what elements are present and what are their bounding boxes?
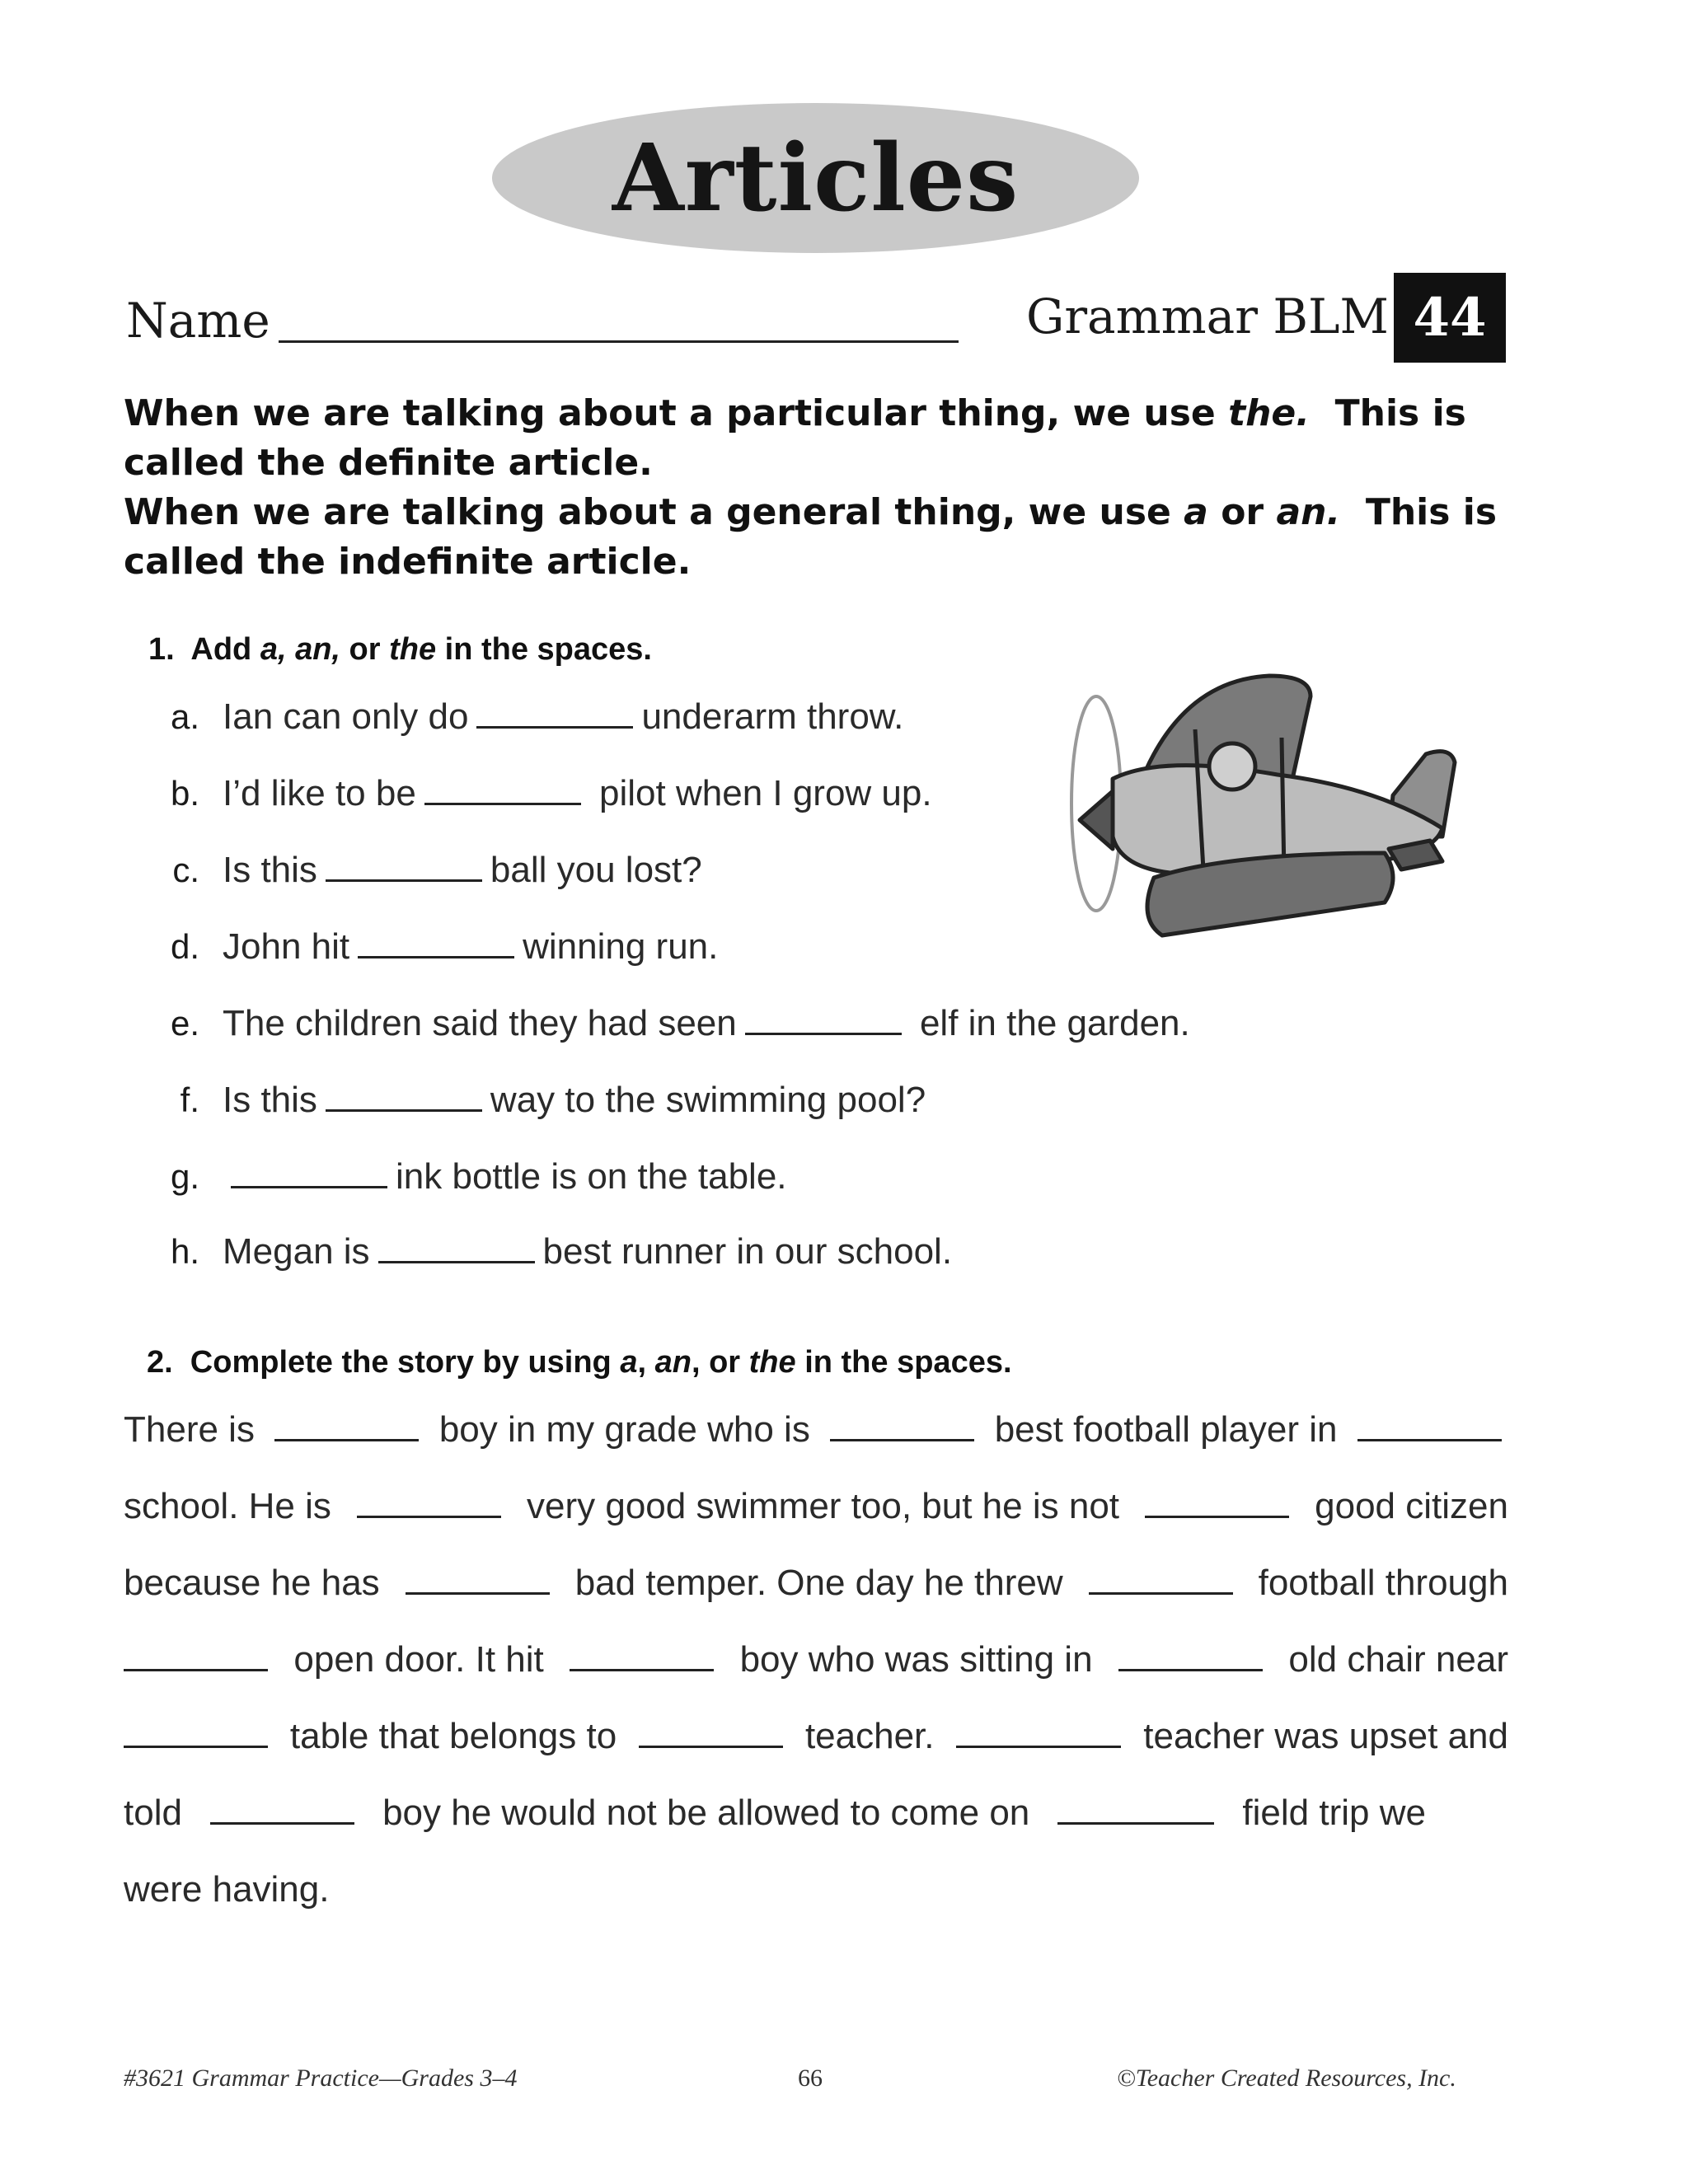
wing-strut <box>1282 738 1284 874</box>
footer-copyright: ©Teacher Created Resources, Inc. <box>1117 2064 1456 2092</box>
story-text: very good swimmer too, but he is not <box>527 1486 1120 1526</box>
exercise-item <box>124 1003 1190 1052</box>
item-letter: c. <box>172 851 199 889</box>
story-text: told <box>124 1793 182 1833</box>
name-label: Name <box>126 293 270 349</box>
nose-cone <box>1080 791 1113 849</box>
footer-page-number: 66 <box>798 2064 823 2092</box>
exercise-item <box>124 696 903 746</box>
story-line <box>124 1639 1508 1680</box>
item-letter: d. <box>170 927 199 966</box>
story-text: field trip we <box>1242 1793 1426 1833</box>
answer-blank[interactable] <box>956 1745 1121 1748</box>
exercise-1-heading: 1. Add a, an, or the in the spaces. <box>148 632 652 667</box>
item-letter: g. <box>170 1157 199 1196</box>
item-text-before: I’d like to be <box>223 773 416 813</box>
story-text: boy in my grade who is <box>438 1409 810 1450</box>
answer-blank[interactable] <box>570 1668 714 1671</box>
answer-blank[interactable] <box>124 1668 268 1671</box>
answer-blank[interactable] <box>378 1260 535 1263</box>
answer-blank[interactable] <box>231 1185 387 1188</box>
item-letter: a. <box>170 697 199 736</box>
exercise-item <box>124 926 718 976</box>
answer-blank[interactable] <box>1145 1515 1289 1518</box>
answer-blank[interactable] <box>830 1438 974 1441</box>
story-text: were having. <box>124 1869 330 1910</box>
item-text-after: elf in the garden. <box>909 1003 1190 1043</box>
exercise-item <box>124 773 932 823</box>
item-text-before: Is this <box>223 1080 317 1120</box>
intro-text <box>124 389 1508 587</box>
story-text: boy who was sitting in <box>739 1639 1093 1680</box>
item-text-after: ink bottle is on the table. <box>396 1156 787 1197</box>
item-text-before: John hit <box>223 926 350 967</box>
item-text-after: ball you lost? <box>490 850 702 890</box>
story-text: teacher. <box>804 1716 935 1756</box>
airplane-illustration <box>1063 672 1467 952</box>
story-text: because he has <box>124 1563 380 1603</box>
answer-blank[interactable] <box>1118 1668 1263 1671</box>
story-line <box>124 1793 1426 1834</box>
story-text: good citizen <box>1315 1486 1508 1526</box>
story-text: football through <box>1258 1563 1508 1603</box>
item-letter: f. <box>180 1080 199 1119</box>
story-text: best football player in <box>994 1409 1338 1450</box>
answer-blank[interactable] <box>1057 1821 1214 1825</box>
pilot-head <box>1209 743 1255 790</box>
exercise-item <box>124 1156 787 1206</box>
answer-blank[interactable] <box>476 725 633 729</box>
story-text: teacher was upset and <box>1143 1716 1508 1756</box>
answer-blank[interactable] <box>1089 1591 1233 1595</box>
story-line <box>124 1716 1508 1757</box>
exercise-item <box>124 1080 926 1129</box>
item-letter: e. <box>170 1004 199 1043</box>
answer-blank[interactable] <box>274 1438 419 1441</box>
answer-blank[interactable] <box>124 1745 268 1748</box>
item-letter: b. <box>170 774 199 813</box>
item-text-after: winning run. <box>523 926 719 967</box>
exercise-item <box>124 1231 952 1281</box>
story-text: boy he would not be allowed to come on <box>382 1793 1030 1833</box>
story-line <box>124 1409 1508 1451</box>
item-letter: h. <box>170 1232 199 1271</box>
item-text-after: pilot when I grow up. <box>588 773 932 813</box>
item-text-after: best runner in our school. <box>542 1231 953 1272</box>
item-text-after: underarm throw. <box>641 696 904 737</box>
item-text-after: way to the swimming pool? <box>490 1080 926 1120</box>
answer-blank[interactable] <box>406 1591 550 1595</box>
story-line <box>124 1869 1508 1910</box>
exercise-item <box>124 850 702 899</box>
item-text-before: The children said they had seen <box>223 1003 737 1043</box>
answer-blank[interactable] <box>358 955 514 958</box>
answer-blank[interactable] <box>1357 1438 1502 1441</box>
story-text: There is <box>124 1409 255 1450</box>
story-text: open door. It hit <box>293 1639 544 1680</box>
answer-blank[interactable] <box>357 1515 501 1518</box>
item-text-before: Is this <box>223 850 317 890</box>
answer-blank[interactable] <box>326 1108 482 1112</box>
blm-label: Grammar BLM <box>1026 288 1389 344</box>
item-text-before: Megan is <box>223 1231 370 1272</box>
exercise-2-heading: 2. Complete the story by using a, an, or the in the spaces. <box>147 1345 1012 1380</box>
answer-blank[interactable] <box>210 1821 354 1825</box>
page-title: Articles <box>612 124 1020 232</box>
answer-blank[interactable] <box>424 802 581 805</box>
item-text-before: Ian can only do <box>223 696 469 737</box>
footer-book-title: #3621 Grammar Practice—Grades 3–4 <box>124 2064 518 2092</box>
story-text: old chair near <box>1288 1639 1508 1680</box>
story-text: school. He is <box>124 1486 331 1526</box>
answer-blank[interactable] <box>745 1032 902 1035</box>
blm-number-badge: 44 <box>1394 273 1506 363</box>
story-line <box>124 1563 1508 1604</box>
story-line <box>124 1486 1508 1527</box>
story-text: table that belongs to <box>289 1716 617 1756</box>
intro-definite: When we are talking about a particular thing, we use the. This is called the definite article. <box>124 392 1466 484</box>
answer-blank[interactable] <box>326 879 482 882</box>
name-field-line[interactable] <box>279 340 959 343</box>
intro-indefinite: When we are talking about a general thing, we use a or an. This is called the indefinite article. <box>124 491 1498 583</box>
answer-blank[interactable] <box>639 1745 783 1748</box>
story-text: bad temper. One day he threw <box>574 1563 1063 1603</box>
